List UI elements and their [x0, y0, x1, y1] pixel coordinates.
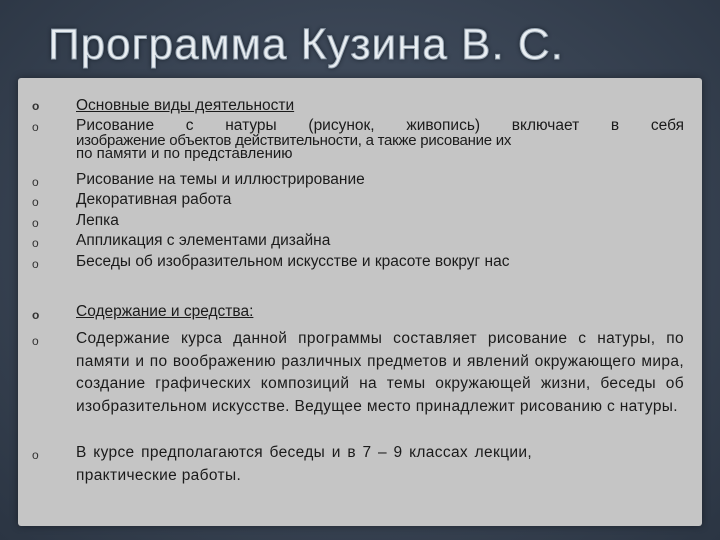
bullet-icon: o — [32, 334, 39, 348]
bullet-icon: o — [32, 99, 40, 113]
list-item-drawing-from-life — [76, 118, 684, 161]
list-item-decorative: Декоративная работа — [76, 191, 232, 208]
list-item-line: Рисование с натуры (рисунок, живопись) включает в себя — [76, 117, 684, 134]
bullet-icon: o — [32, 175, 39, 189]
section1-heading: Основные виды деятельности — [76, 97, 295, 114]
list-item-themes: Рисование на темы и иллюстрирование — [76, 171, 365, 188]
bullet-icon: o — [32, 448, 39, 462]
bullet-icon: o — [32, 257, 39, 271]
content-panel — [18, 78, 702, 526]
bullet-icon: o — [32, 236, 39, 250]
bullet-icon: o — [32, 216, 39, 230]
paragraph-lectures: В курсе предполагаются беседы и в 7 – 9 классах лекции, практические работы. — [76, 444, 532, 484]
list-item-conversations: Беседы об изобразительном искусстве и красоте вокруг нас — [76, 253, 510, 270]
paragraph-course-content: Содержание курса данной программы составляет рисование с натуры, по памяти и по воображению различных предметов и явлений окружающего мира, создание графических композиций на темы окружающей жизни, беседы об изобразительном искусстве. Ведущее место принадлежит рисованию с натуры. — [76, 330, 684, 415]
section2-heading: Содержание и средства: — [76, 303, 254, 320]
list-item-applique: Аппликация с элементами дизайна — [76, 232, 331, 249]
list-item-line: по памяти и по представлению — [76, 145, 293, 162]
list-item-line: изображение объектов действительности, а также рисование их — [76, 132, 512, 149]
bullet-icon: o — [32, 195, 39, 209]
slide-title: Программа Кузина В. С. — [48, 20, 564, 69]
list-item-modeling: Лепка — [76, 212, 119, 229]
bullet-icon: o — [32, 120, 39, 134]
bullet-icon: o — [32, 308, 40, 322]
